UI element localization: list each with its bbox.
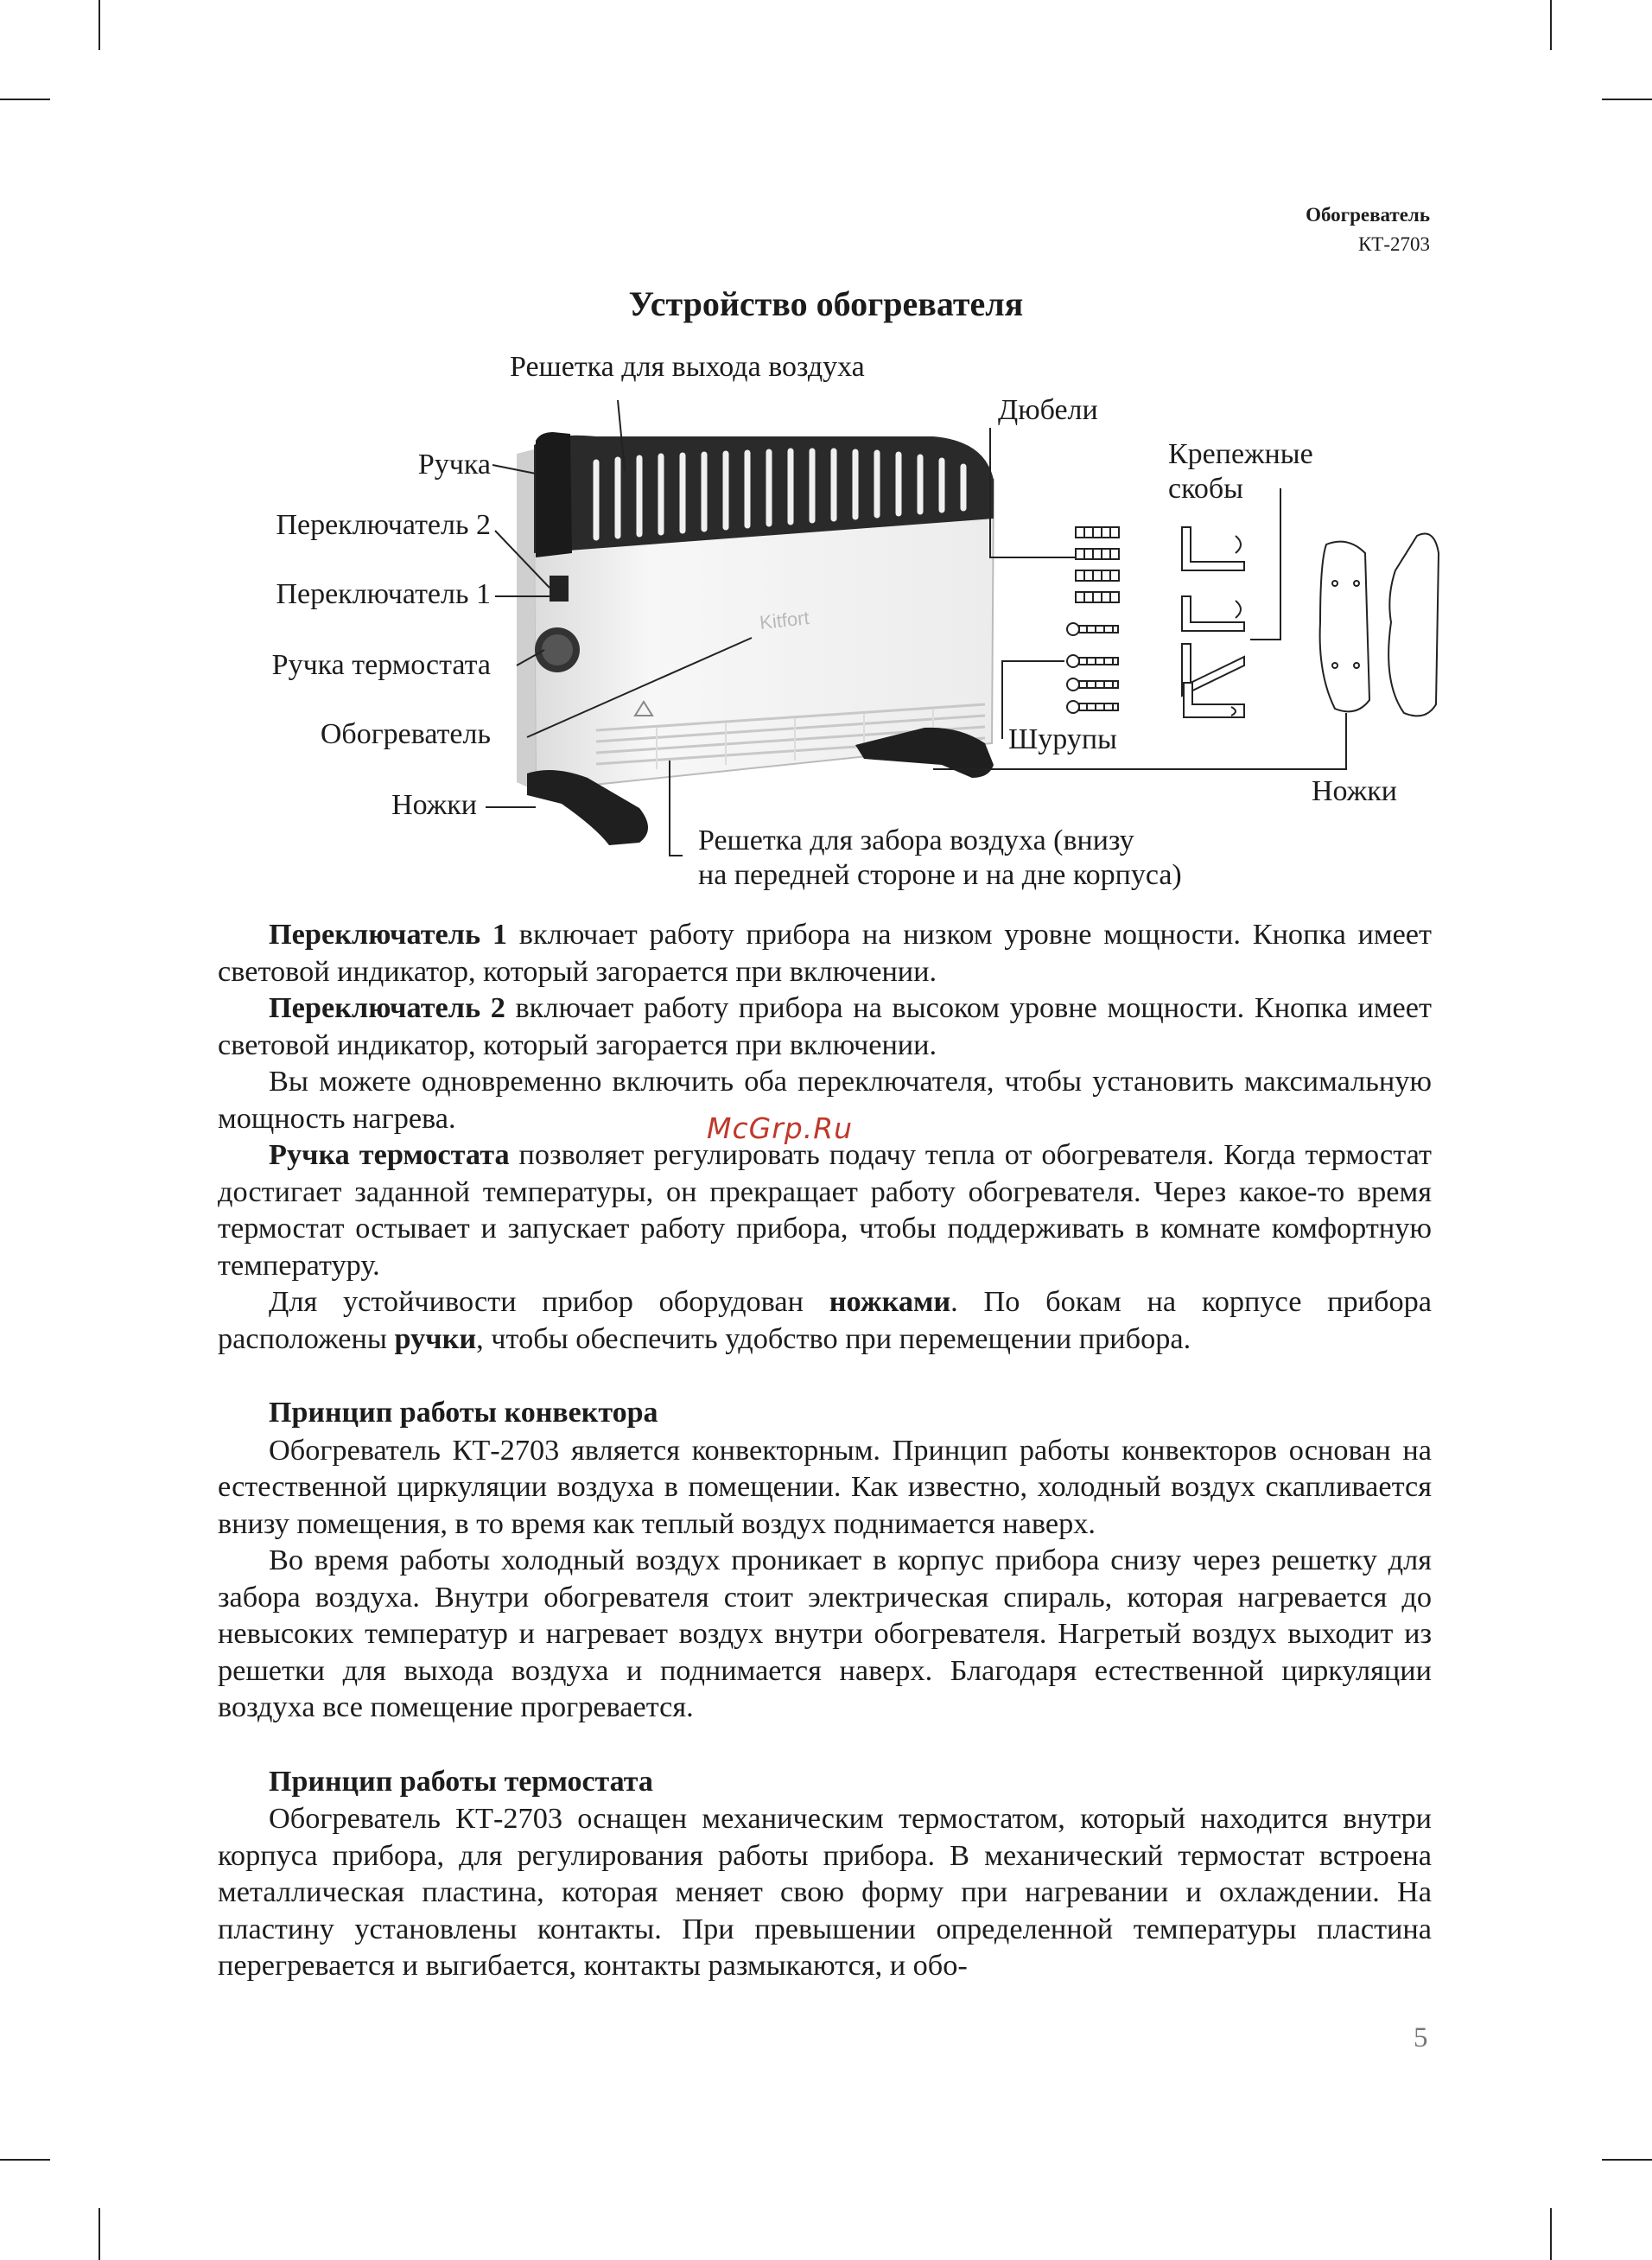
feet-illustration bbox=[1320, 534, 1439, 716]
brackets-illustration bbox=[1182, 527, 1244, 717]
paragraph-text: включает работу прибора на низком уровне мощности. Кнопка имеет световой индикатор, который загорается при включении. bbox=[218, 918, 1433, 988]
paragraph-text: Для устойчивости прибор оборудован bbox=[269, 1285, 829, 1318]
paragraph: Во время работы холодный воздух проникает в корпус прибора снизу через решетку для забора воздуха. Внутри обогревателя стоит электрическая спираль, которая нагревается до невысоких температур и нагревает воздух внутри обогревателя. Нагретый воздух выходит из решетки для выхода воздуха и поднимается наверх. Благодаря естественной циркуляции воздуха все помещение прогревается. bbox=[218, 1544, 1432, 1723]
body-text bbox=[218, 916, 1432, 1984]
crop-mark bbox=[98, 2208, 100, 2260]
label-grille-in-2: на передней стороне и на дне корпуса) bbox=[698, 859, 1182, 891]
watermark: McGrp.Ru bbox=[707, 1111, 854, 1145]
paragraph bbox=[218, 990, 1432, 1063]
term-handles: ручки bbox=[394, 1321, 477, 1355]
screws-illustration bbox=[1067, 623, 1118, 713]
dowels-illustration bbox=[1076, 527, 1119, 602]
label-feet-left: Ножки bbox=[391, 789, 477, 821]
paragraph: Обогреватель КТ-2703 оснащен механическим термостатом, который находится внутри корпуса прибора, для регулирования работы прибора. В механический термостат встроена металлическая пластина, которая меняет свою форму при нагревании и охлаждении. На пластину установлены контакты. При превышении определенной температуры пластина перегревается и выгибается, контакты размыкаются, и обо- bbox=[218, 1802, 1432, 1982]
label-brackets-2: скобы bbox=[1168, 473, 1244, 505]
heater-illustration bbox=[517, 432, 994, 845]
term-feet: ножками bbox=[829, 1285, 951, 1318]
term-switch2: Переключатель 2 bbox=[269, 991, 505, 1024]
crop-mark bbox=[1550, 2208, 1552, 2260]
label-dowels: Дюбели bbox=[998, 394, 1098, 426]
heater-diagram bbox=[0, 0, 1652, 907]
paragraph bbox=[218, 1136, 1432, 1283]
term-thermostat: Ручка термостата bbox=[269, 1138, 510, 1171]
section-heading-thermostat: Принцип работы термостата bbox=[269, 1765, 653, 1798]
label-switch1: Переключатель 1 bbox=[276, 578, 491, 610]
label-grille-in-1: Решетка для забора воздуха (внизу bbox=[698, 824, 1134, 856]
paragraph bbox=[218, 916, 1432, 990]
term-switch1: Переключатель 1 bbox=[269, 918, 508, 951]
label-feet-right: Ножки bbox=[1312, 775, 1397, 807]
paragraph: Вы можете одновременно включить оба переключателя, чтобы установить максимальную мощность нагрева. bbox=[218, 1065, 1432, 1135]
paragraph-text: включает работу прибора на высоком уровне мощности. Кнопка имеет световой индикатор, который загорается при включении. bbox=[218, 991, 1432, 1061]
label-switch2: Переключатель 2 bbox=[276, 509, 491, 541]
paragraph-text: . По бокам на корпусе прибора расположены bbox=[218, 1285, 1432, 1355]
header-model: КТ-2703 bbox=[1357, 233, 1430, 255]
paragraph: Обогреватель КТ-2703 является конвекторным. Принцип работы конвекторов основан на естественной циркуляции воздуха в помещении. Как известно, холодный воздух скапливается внизу помещения, в то время как теплый воздух поднимается наверх. bbox=[218, 1433, 1432, 1540]
paragraph-text: позволяет регулировать подачу тепла от обогревателя. Когда термостат достигает заданной температуры, он прекращает работу обогревателя. Через какое-то время термостат остывает и запускает работу прибора, чтобы поддерживать в комнате комфортную температуру. bbox=[218, 1138, 1432, 1282]
crop-mark bbox=[1602, 2159, 1652, 2161]
section-heading-convector: Принцип работы конвектора bbox=[269, 1397, 658, 1429]
label-screws: Шурупы bbox=[1008, 723, 1117, 755]
page-number: 5 bbox=[1414, 2022, 1428, 2053]
paragraph-text: , чтобы обеспечить удобство при перемещении прибора. bbox=[476, 1321, 1191, 1355]
label-heater: Обогреватель bbox=[320, 718, 491, 750]
brand-logo: Kitfort bbox=[758, 607, 810, 633]
label-handle: Ручка bbox=[417, 449, 491, 481]
label-brackets-1: Крепежные bbox=[1168, 438, 1313, 470]
label-thermostat-knob: Ручка термостата bbox=[271, 649, 491, 681]
page-title: Устройство обогревателя bbox=[628, 284, 1024, 323]
label-grille-out: Решетка для выхода воздуха bbox=[510, 351, 865, 383]
header-product: Обогреватель bbox=[1306, 204, 1430, 226]
paragraph bbox=[218, 1283, 1432, 1357]
crop-mark bbox=[0, 2159, 50, 2161]
